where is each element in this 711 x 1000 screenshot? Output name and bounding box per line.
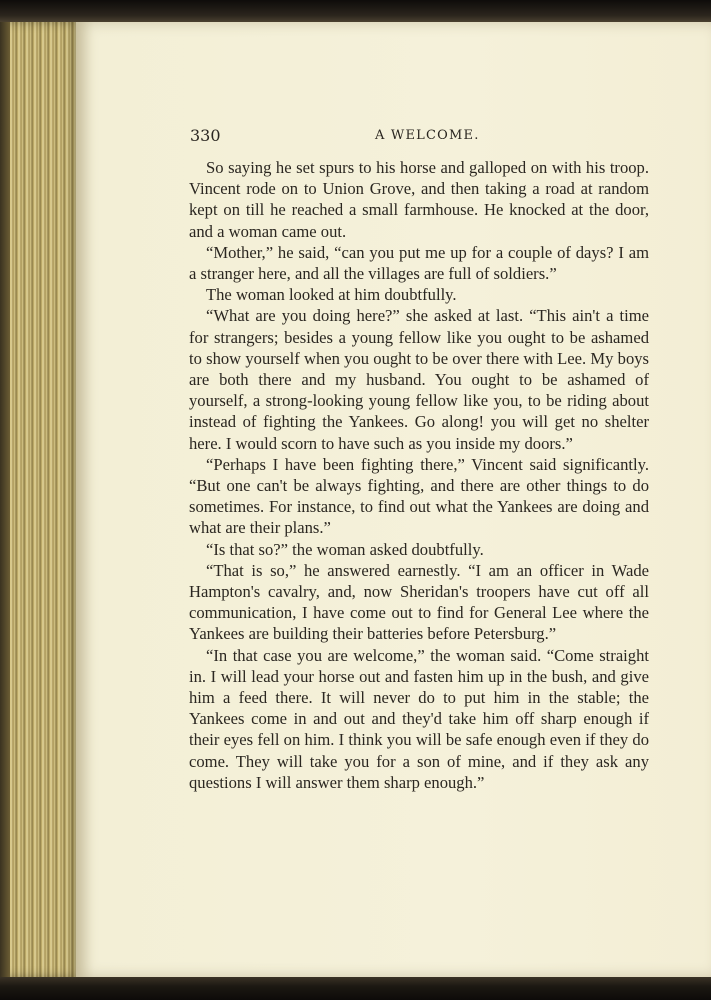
page-number: 330 xyxy=(190,126,221,145)
paragraph: “In that case you are welcome,” the woman said. “Come straight in. I will lead your horse out and fasten him up in the bush, and give him a feed there. It will never do to put him in the stable; the Yankees come in and out and they'd take him off sharp enough if their eyes fell on him. I think you will be safe enough even if they do come. They will take you for a son of mine, and if they ask any questions I will answer them sharp enough.” xyxy=(189,645,649,792)
paragraph: “Mother,” he said, “can you put me up for a couple of days? I am a stranger here, and all the villages are full of soldiers.” xyxy=(189,242,649,284)
paragraph: “Is that so?” the woman asked doubtfully. xyxy=(206,539,484,559)
running-title: A WELCOME. xyxy=(375,128,480,143)
scan-top-edge xyxy=(0,0,711,22)
paragraph: So saying he set spurs to his horse and galloped on with his troop. Vincent rode on to Union Grove, and then taking a road at random kept on till he reached a small farmhouse. He knocked at the door, and a woman came out. xyxy=(189,158,649,241)
book-page-edges xyxy=(0,22,80,977)
paragraph: “Perhaps I have been fighting there,” Vincent said significantly. “But one can't be always fighting, and there are other things to do sometimes. For instance, to find out what the Yankees are doing and what are their plans.” xyxy=(189,454,649,538)
paragraph: The woman looked at him doubtfully. xyxy=(206,285,457,305)
body-text xyxy=(189,157,649,793)
running-head xyxy=(190,126,650,148)
paragraph: “What are you doing here?” she asked at last. “This ain't a time for strangers; besides a young fellow like you ought to be ashamed to show yourself when you ought to be over there with Lee. My boys are both there and my husband. You ought to be ashamed of yourself, a strong-looking young fellow like you, to be riding about instead of fighting the Yankees. Go along! you will get no shelter here. I would scorn to have such as you inside my doors.” xyxy=(189,306,649,453)
paragraph: “That is so,” he answered earnestly. “I am an officer in Wade Hampton's cavalry, and, now Sheridan's troopers have cut off all communication, I have come out to find for General Lee where the Yankees are building their batteries before Petersburg.” xyxy=(189,560,649,644)
scan-bottom-edge xyxy=(0,977,711,1000)
